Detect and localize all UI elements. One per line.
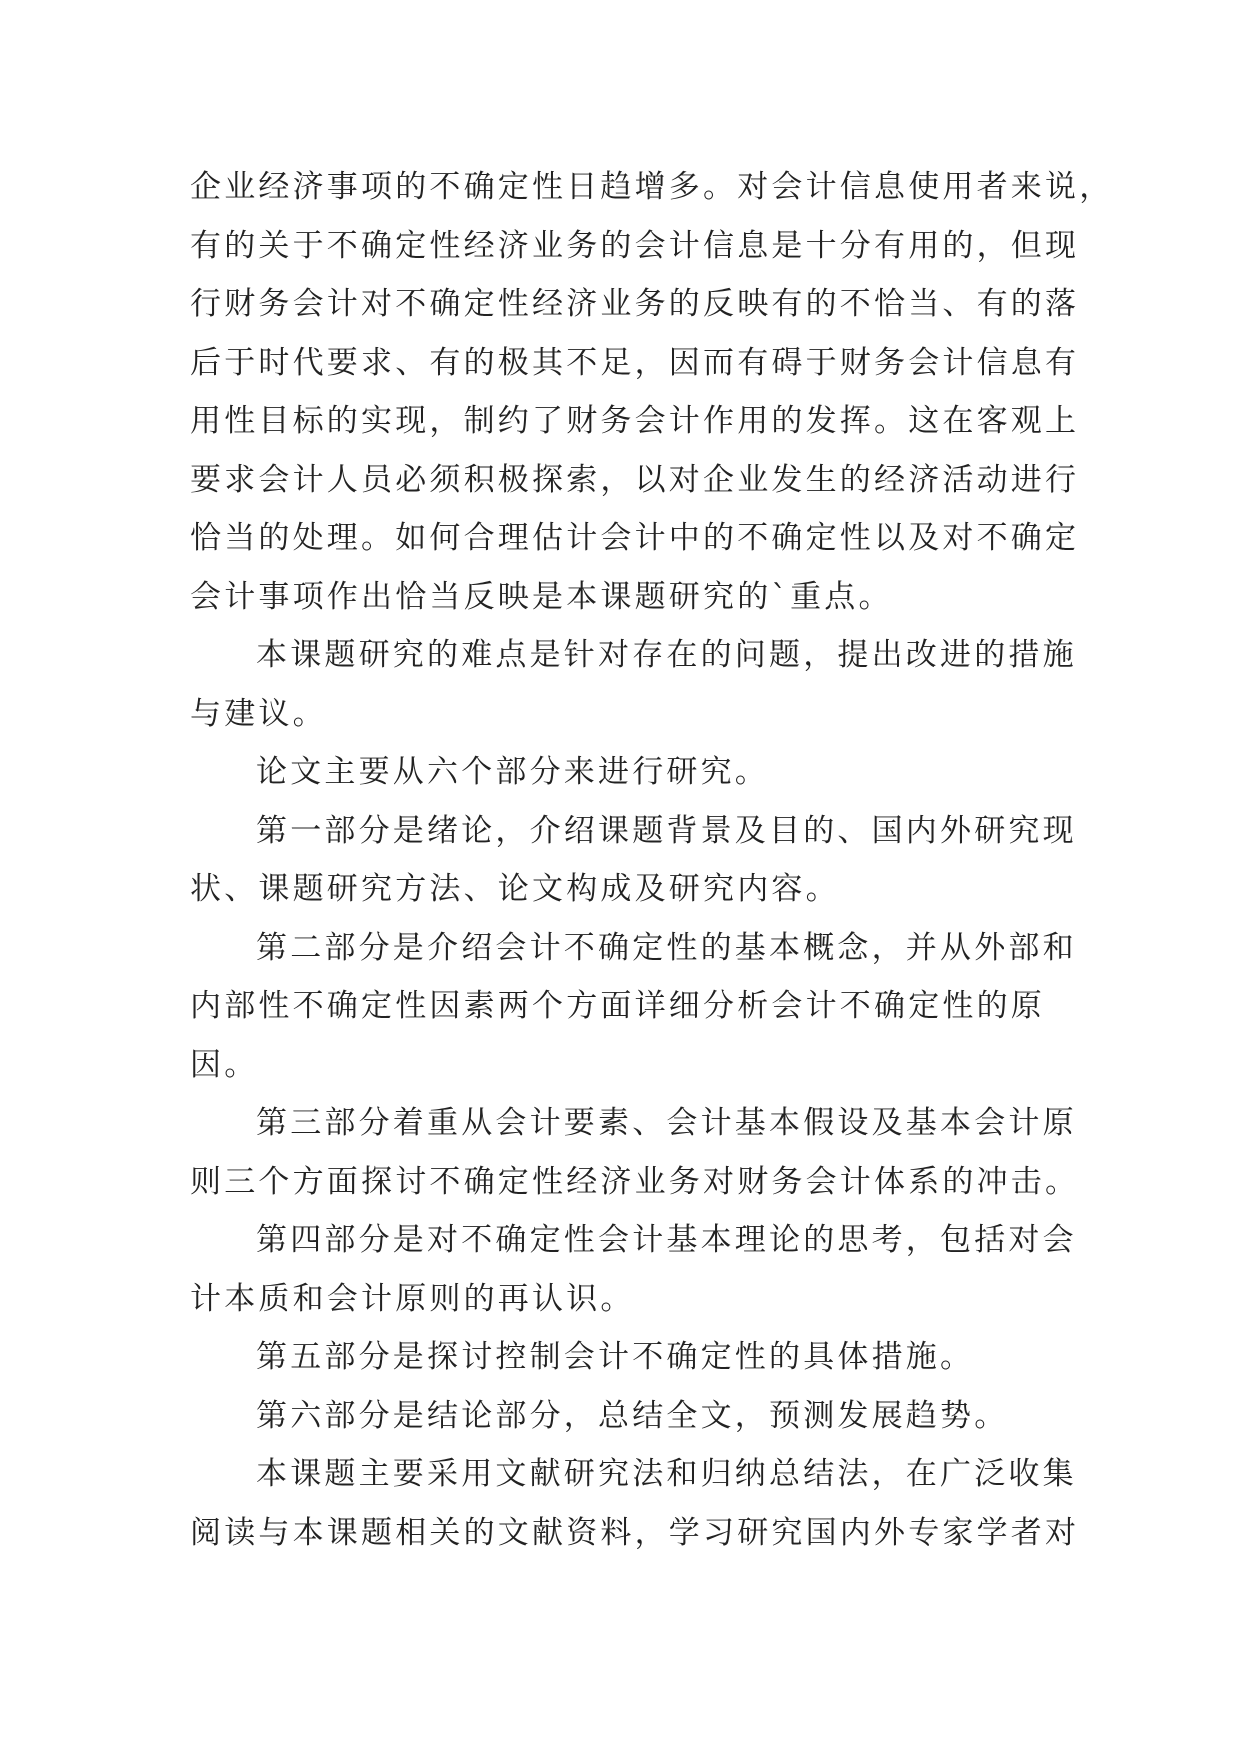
text-line: 论文主要从六个部分来进行研究。	[256, 754, 769, 790]
text-line: 第二部分是介绍会计不确定性的基本概念，并从外部和	[256, 929, 1077, 966]
text-line: 会计事项作出恰当反映是本课题研究的`重点。	[190, 578, 893, 615]
text-line: 阅读与本课题相关的文献资料，学习研究国内外专家学者对	[190, 1514, 1080, 1551]
text-line: 第四部分是对不确定性会计基本理论的思考，包括对会	[256, 1222, 1077, 1258]
text-line: 第一部分是绪论，介绍课题背景及目的、国内外研究现	[256, 812, 1077, 849]
text-line: 与建议。	[190, 695, 327, 732]
text-line: 计本质和会计原则的再认识。	[190, 1280, 635, 1317]
text-line: 恰当的处理。如何合理估计会计中的不确定性以及对不确定	[190, 520, 1080, 556]
text-line: 用性目标的实现，制约了财务会计作用的发挥。这在客观上	[190, 403, 1080, 439]
text-line: 因。	[190, 1046, 259, 1083]
text-line: 本课题研究的难点是针对存在的问题，提出改进的措施	[256, 637, 1077, 673]
text-line: 第三部分着重从会计要素、会计基本假设及基本会计原	[256, 1105, 1077, 1141]
text-line: 内部性不确定性因素两个方面详细分析会计不确定性的原	[190, 988, 1045, 1024]
text-line: 有的关于不确定性经济业务的会计信息是十分有用的，但现	[190, 227, 1080, 264]
text-line: 状、课题研究方法、论文构成及研究内容。	[190, 871, 840, 907]
text-line: 第五部分是探讨控制会计不确定性的具体措施。	[256, 1339, 975, 1375]
text-line: 企业经济事项的不确定性日趋增多。对会计信息使用者来说，	[190, 169, 1114, 205]
body-text	[190, 158, 1114, 1562]
text-line: 则三个方面探讨不确定性经济业务对财务会计体系的冲击。	[190, 1163, 1080, 1200]
text-line: 要求会计人员必须积极探索，以对企业发生的经济活动进行	[190, 461, 1080, 498]
text-line: 后于时代要求、有的极其不足，因而有碍于财务会计信息有	[190, 344, 1080, 381]
text-line: 行财务会计对不确定性经济业务的反映有的不恰当、有的落	[190, 286, 1080, 322]
text-line: 本课题主要采用文献研究法和归纳总结法，在广泛收集	[256, 1456, 1077, 1492]
text-line: 第六部分是结论部分，总结全文，预测发展趋势。	[256, 1397, 1009, 1434]
